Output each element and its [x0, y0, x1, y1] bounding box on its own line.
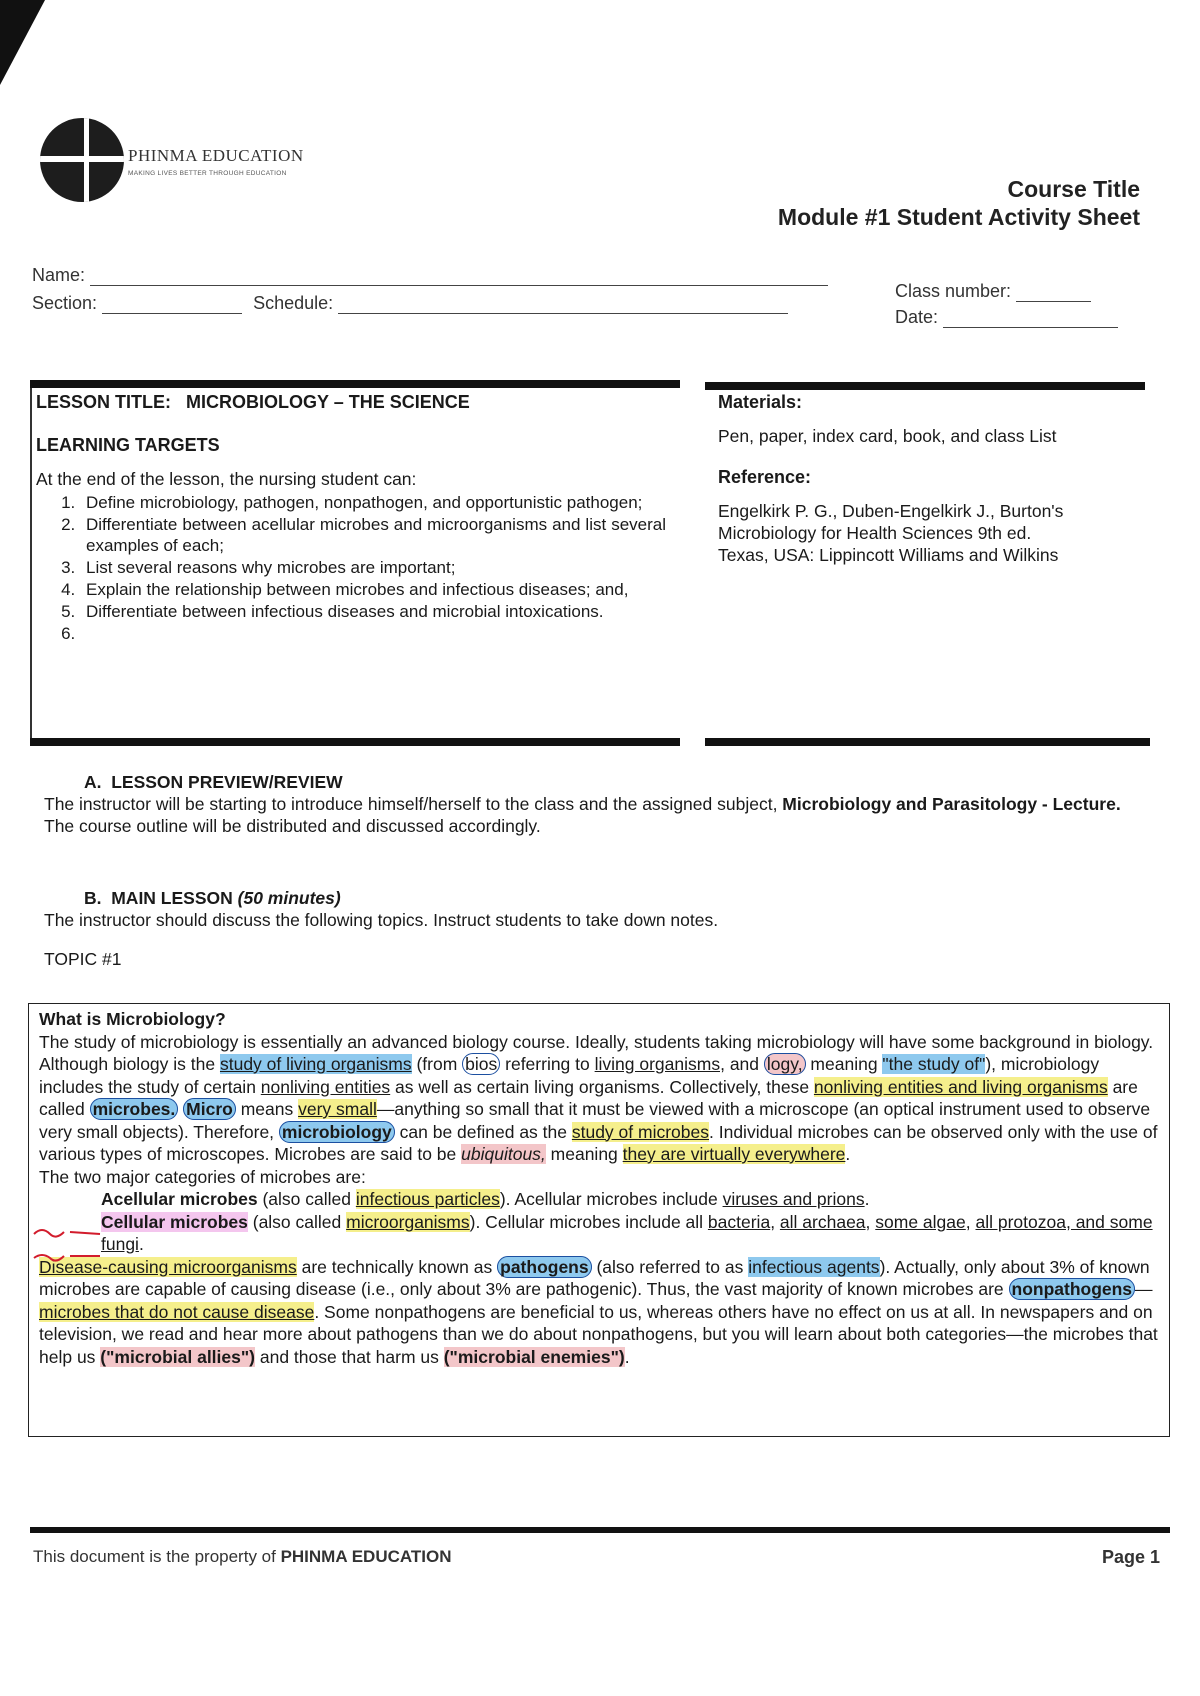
name-field[interactable]: [32, 265, 828, 286]
lesson-preview-section: [44, 772, 1124, 837]
class-number-label: Class number:: [895, 281, 1012, 301]
target-item: [80, 623, 666, 644]
materials-panel: [718, 392, 1138, 566]
materials-heading: Materials:: [718, 392, 803, 412]
footer-rule: [30, 1527, 1170, 1533]
target-item: 1. Define microbiology, pathogen, nonpathogen, and opportunistic pathogen;: [80, 492, 666, 513]
section-label: Section:: [32, 293, 98, 313]
acellular-item: Acellular microbes (also called infectious particles). Acellular microbes include viruses and prions.: [101, 1189, 870, 1209]
main-heading: B. MAIN LESSON (50 minutes): [84, 888, 341, 908]
phinma-logo: [40, 118, 380, 208]
main-lesson-section: [44, 888, 1124, 970]
date-field[interactable]: [895, 307, 1118, 328]
handwritten-annotation-marks: [30, 1222, 120, 1272]
logo-tagline: MAKING LIVES BETTER THROUGH EDUCATION: [128, 170, 287, 177]
section-line[interactable]: [102, 295, 242, 314]
main-text: The instructor should discuss the following topics. Instruct students to take down notes.: [44, 910, 719, 930]
footer-property: This document is the property of PHINMA EDUCATION: [33, 1547, 452, 1566]
lesson-top-rule: [30, 380, 680, 388]
schedule-line[interactable]: [338, 295, 788, 314]
targets-intro: At the end of the lesson, the nursing student can:: [36, 469, 417, 489]
logo-globe-icon: [40, 118, 124, 202]
logo-org-name: PHINMA EDUCATION: [128, 146, 304, 165]
materials-bottom-rule: [705, 738, 1150, 746]
materials-top-rule: [705, 382, 1145, 390]
scan-corner-shadow: [0, 0, 45, 85]
lesson-left-border: [30, 388, 32, 740]
target-item: 2. Differentiate between acellular microbes and microorganisms and list several examples of each;: [80, 514, 666, 556]
topic-label: TOPIC #1: [44, 949, 122, 969]
schedule-label: Schedule:: [253, 293, 334, 313]
date-line[interactable]: [943, 309, 1118, 328]
preview-heading: A. LESSON PREVIEW/REVIEW: [84, 772, 343, 792]
topic1-paragraph: The study of microbiology is essentially an advanced biology course. Ideally, students taking microbiology will have some background in biology. Although biology is the study of living organisms (from bios referring to living organisms, and logy, meaning "the study of"), microbiology includes the study of certain nonliving entities as well as certain living organisms. Collectively, these nonliving entities and living organisms are called microbes. Micro means very small—anything so small that it must be viewed with a microscope (an optical instrument used to observe very small objects). Therefore, microbiology can be defined as the study of microbes. Individual microbes can be observed only with the use of various types of microscopes. Microbes are said to be ubiquitous, meaning they are virtually everywhere.: [39, 1031, 1158, 1164]
cellular-item: Cellular microbes (also called microorganisms). Cellular microbes include all bacteria, all archaea, some algae, all protozoa, and some fungi.: [101, 1211, 1153, 1254]
course-title: Course Title: [1007, 176, 1140, 202]
sheet-title: Module #1 Student Activity Sheet: [777, 204, 1140, 230]
targets-list: [36, 492, 666, 644]
name-line[interactable]: [90, 267, 828, 286]
reference-text: Engelkirk P. G., Duben-Engelkirk J., Burton's Microbiology for Health Sciences 9th ed. Texas, USA: Lippincott Williams and Wilkins: [718, 501, 1064, 565]
section-field[interactable]: [32, 293, 788, 314]
pathogens-paragraph: Disease-causing microorganisms are technically known as pathogens (also referred to as infectious agents). Actually, only about 3% of known microbes are capable of causing disease (i.e., only about 3% are pathogenic). Thus, the vast majority of known microbes are nonpathogens — microbes that do not cause disease. Some nonpathogens are beneficial to us, whereas others have no effect on us at all. In newspapers and on television, we read and hear more about pathogens than we do about nonpathogens, but you will learn about both categories—the microbes that help us ("microbial allies") and those that harm us ("microbial enemies").: [39, 1256, 1158, 1367]
target-item: 4. Explain the relationship between microbes and infectious diseases; and,: [80, 579, 666, 600]
categories-intro: The two major categories of microbes are:: [39, 1166, 366, 1187]
topic1-box: [28, 1003, 1170, 1437]
lesson-bottom-rule: [30, 738, 680, 746]
lesson-title: LESSON TITLE: MICROBIOLOGY – THE SCIENCE: [36, 392, 470, 412]
class-number-field[interactable]: [895, 281, 1091, 302]
reference-heading: Reference:: [718, 467, 812, 487]
lesson-panel: [36, 392, 666, 645]
page-number: Page 1: [1101, 1547, 1160, 1567]
materials-text: Pen, paper, index card, book, and class List: [718, 426, 1057, 446]
preview-text: The instructor will be starting to introduce himself/herself to the class and the assigned subject, Microbiology and Parasitology - Lecture. The course outline will be distributed and discussed accordingly.: [44, 794, 1121, 836]
learning-targets-heading: LEARNING TARGETS: [36, 435, 220, 455]
class-number-line[interactable]: [1016, 283, 1091, 302]
target-item: 5. Differentiate between infectious diseases and microbial intoxications.: [80, 601, 666, 622]
date-label: Date:: [895, 307, 939, 327]
sheet-header: [778, 175, 1140, 231]
target-item: 3. List several reasons why microbes are important;: [80, 557, 666, 578]
name-label: Name:: [32, 265, 86, 285]
topic1-heading: What is Microbiology?: [39, 1009, 226, 1029]
